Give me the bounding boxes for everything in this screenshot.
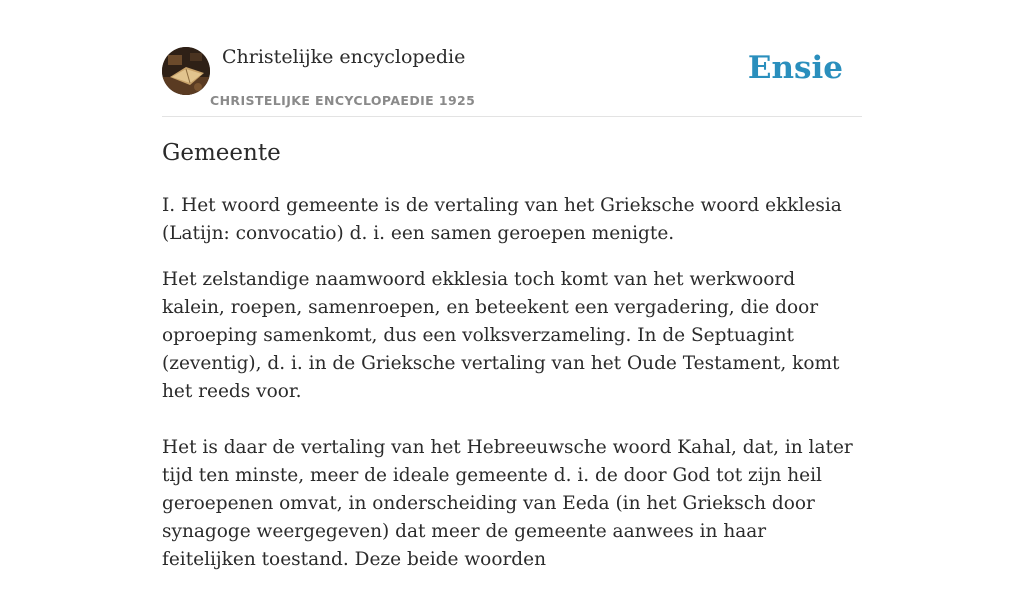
page xyxy=(162,0,862,570)
source-avatar[interactable] xyxy=(162,47,210,95)
book-image-icon xyxy=(162,47,210,95)
source-title[interactable]: Christelijke encyclopedie xyxy=(222,46,466,68)
article-paragraph: Het zelstandige naamwoord ekklesia toch komt van het werkwoord kalein, roepen, samenroepen, en beteekent een vergadering, die door oproeping samenkomt, dus een volksverzameling. In de Septuagint (zeventig), d. i. in de Grieksche vertaling van het Oude Testament, komt het reeds voor. Het is daar de vertaling van het Hebreeuwsche woord Kahal, dat, in later tijd ten minste, meer de ideale gemeente d. i. de door God tot zijn heil geroepenen omvat, in onderscheiding van Eeda (in het Grieksch door synagoge weergegeven) dat meer de gemeente aanwees in haar feitelijken toestand. Deze beide woorden xyxy=(162,269,853,570)
brand-logo[interactable]: Ensie xyxy=(747,50,843,86)
article-title: Gemeente xyxy=(162,140,281,166)
article-paragraph: I. Het woord gemeente is de vertaling van het Grieksche woord ekklesia (Latijn: convocatio) d. i. een samen geroepen menigte. xyxy=(162,195,842,244)
article-body xyxy=(162,192,862,592)
source-subtitle[interactable]: CHRISTELIJKE ENCYCLOPAEDIE 1925 xyxy=(210,93,476,108)
header xyxy=(162,0,862,117)
